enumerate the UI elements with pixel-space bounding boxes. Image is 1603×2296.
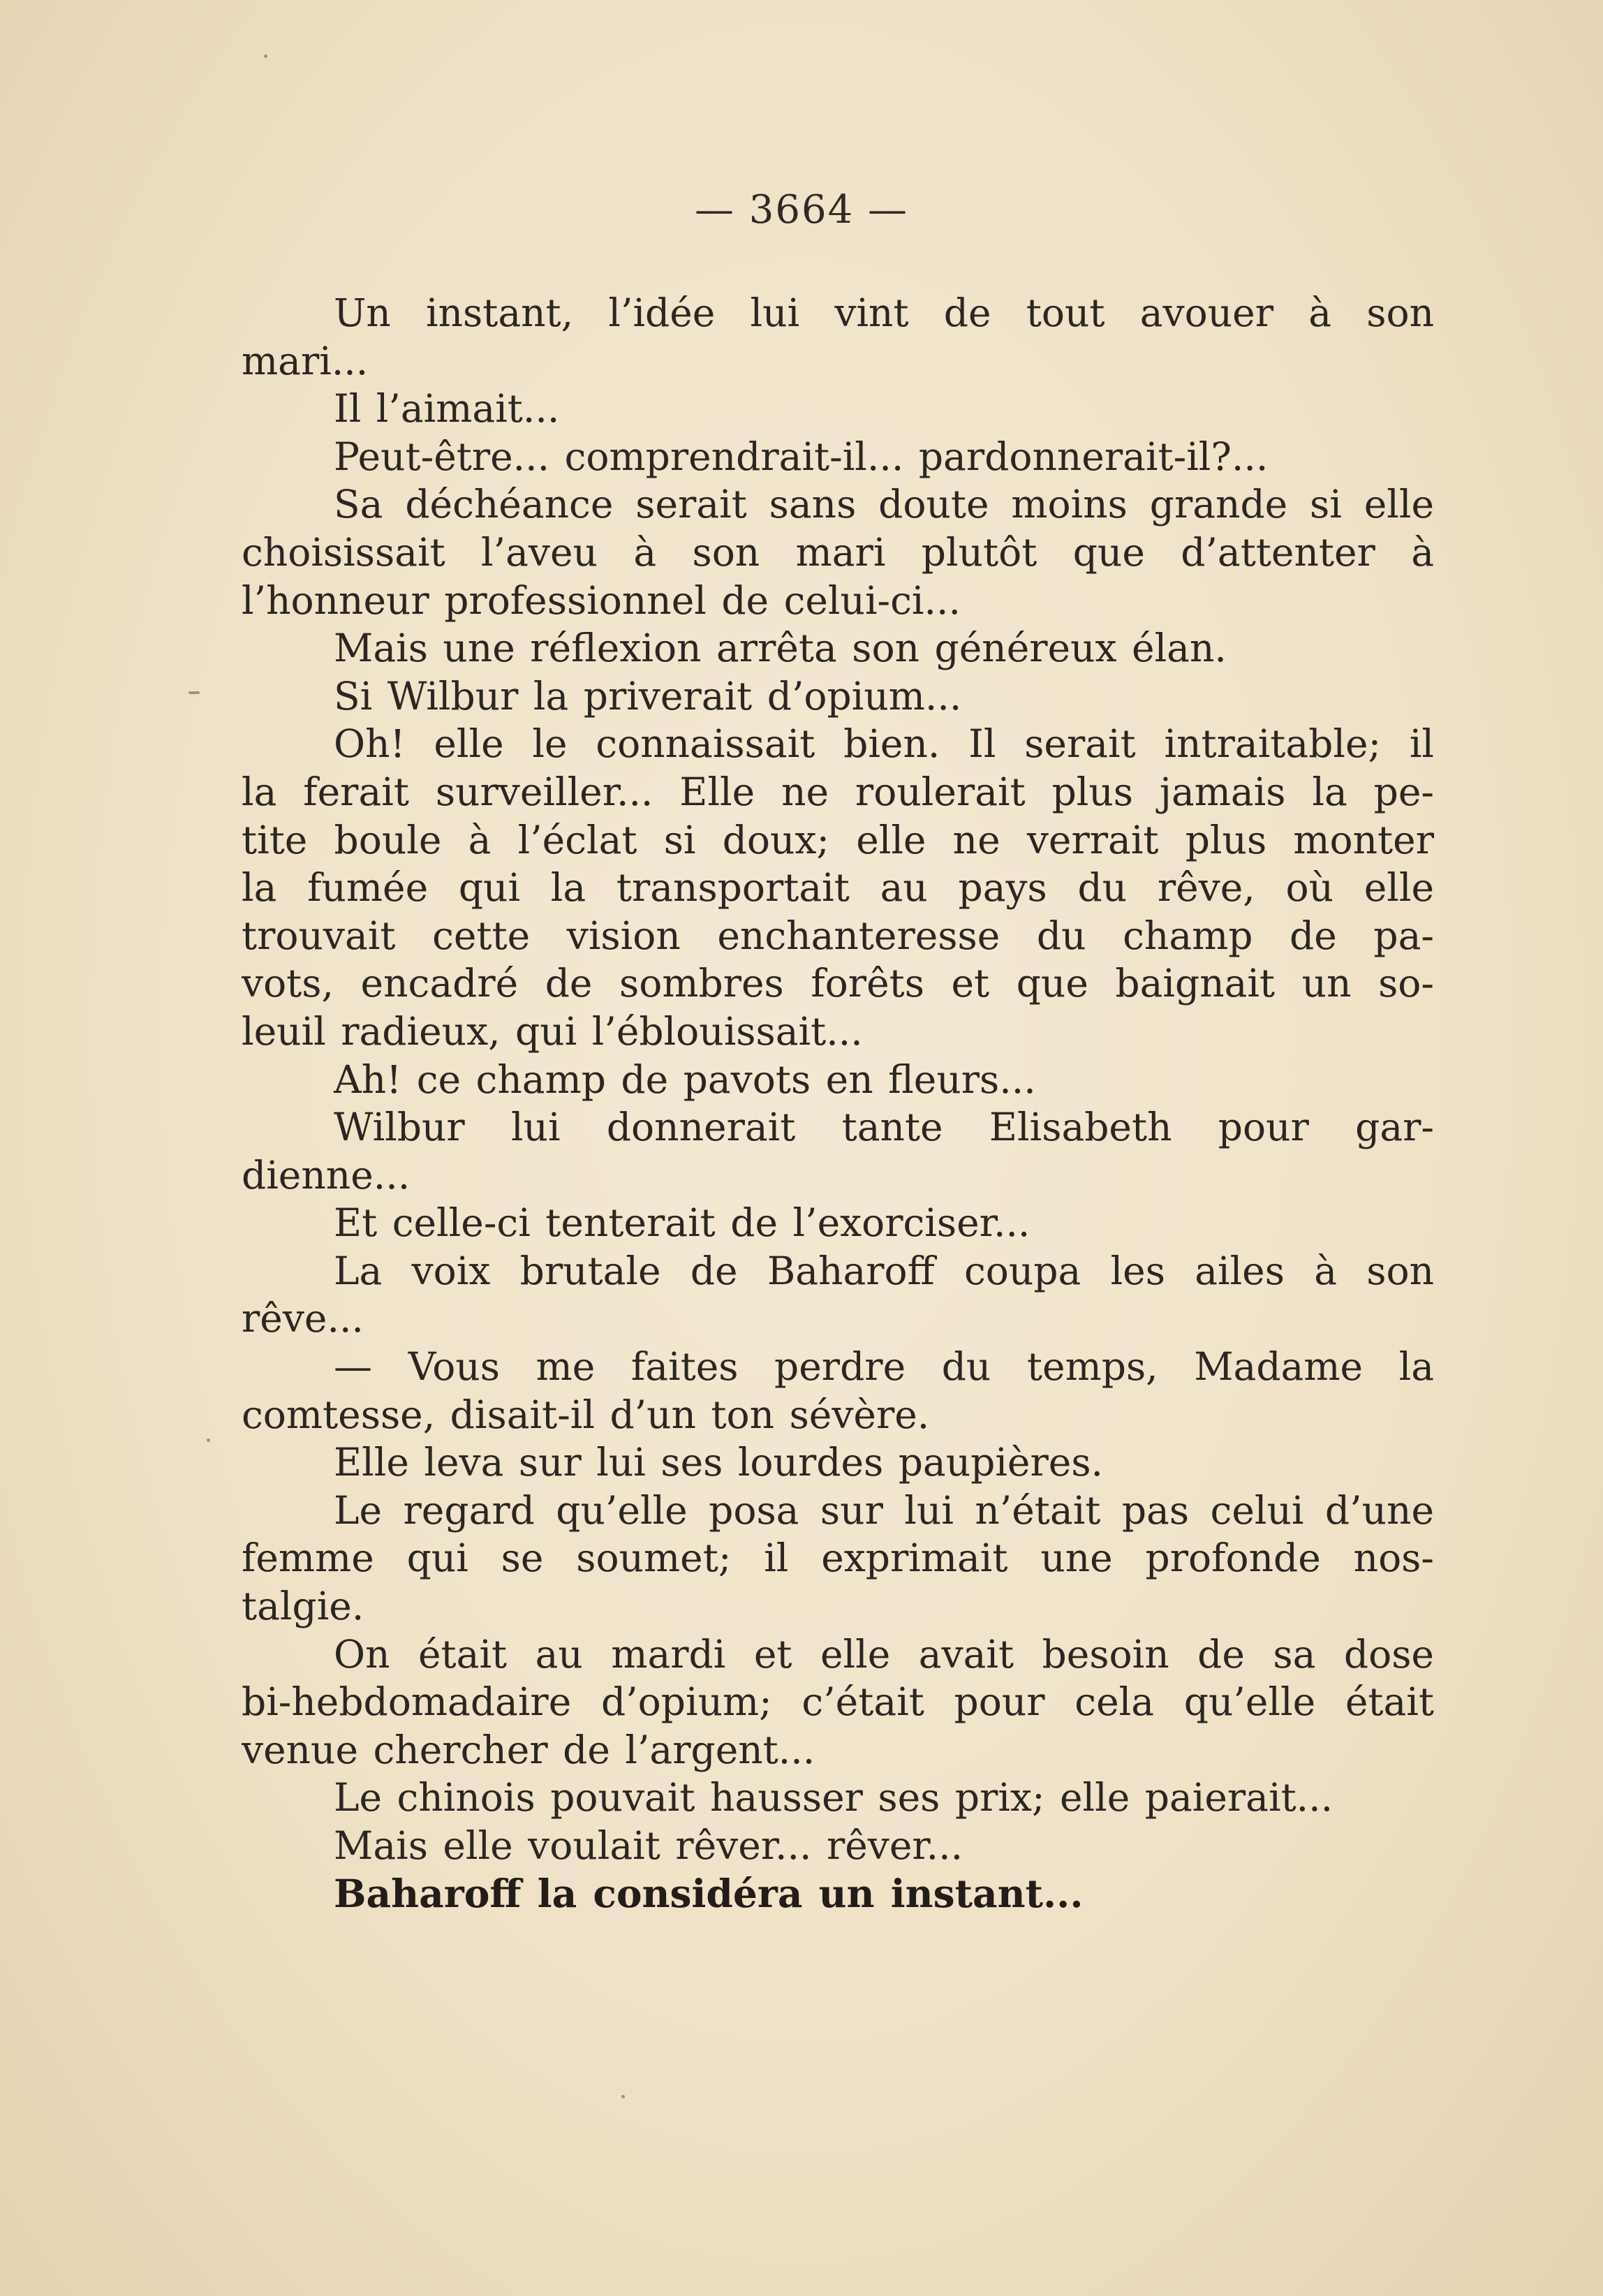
paper-speck [189,691,200,694]
text-line: Si Wilbur la priverait d’opium... [334,673,962,719]
text-line: la fumée qui la transportait au pays du rêve, où elle [242,865,1434,911]
text-line: Mais une réflexion arrêta son généreux élan. [334,626,1227,671]
text-line: On était au mardi et elle avait besoin de sa dose [334,1631,1434,1677]
text-line: Ah! ce champ de pavots en fleurs... [334,1057,1036,1102]
text-line: Baharoff la considéra un instant... [334,1870,1084,1916]
text-line: rêve... [242,1296,364,1341]
text-line: — Vous me faites perdre du temps, Madame la [334,1344,1434,1390]
text-line: mari... [242,338,369,383]
text-line: talgie. [242,1584,364,1629]
text-line: bi-hebdomadaire d’opium; c’était pour cela qu’elle était [242,1679,1434,1725]
text-line: Sa déchéance serait sans doute moins grande si elle [334,482,1434,527]
text-line: leuil radieux, qui l’éblouissait... [242,1008,863,1054]
text-line: comtesse, disait-il d’un ton sévère. [242,1392,930,1437]
page-number: — 3664 — [694,187,909,233]
text-line: Le chinois pouvait hausser ses prix; elle paierait... [334,1775,1334,1820]
paper-speck [207,1438,210,1442]
paper-speck [264,54,267,58]
text-line: Peut-être... comprendrait-il... pardonnerait-il?... [334,434,1269,479]
text-line: choisissait l’aveu à son mari plutôt que d’attenter à [242,529,1434,575]
text-line: Un instant, l’idée lui vint de tout avouer à son [334,290,1434,335]
text-line: Mais elle voulait rêver... rêver... [334,1823,963,1868]
text-line: dienne... [242,1152,411,1198]
text-line: trouvait cette vision enchanteresse du champ de pa- [242,913,1434,958]
text-line: La voix brutale de Baharoff coupa les ailes à son [334,1248,1434,1293]
text-line: Oh! elle le connaissait bien. Il serait intraitable; il [334,721,1434,767]
text-line: Le regard qu’elle posa sur lui n’était pas celui d’une [334,1487,1434,1533]
text-line: venue chercher de l’argent... [242,1727,815,1772]
text-line: Il l’aimait... [334,386,560,432]
body-text [242,289,1434,1918]
text-line: la ferait surveiller... Elle ne roulerait plus jamais la pe- [242,769,1434,814]
text-line: femme qui se soumet; il exprimait une profonde nos- [242,1536,1434,1581]
text-line: vots, encadré de sombres forêts et que baignait un so- [242,961,1434,1006]
text-line: tite boule à l’éclat si doux; elle ne verrait plus monter [242,817,1434,862]
text-line: Elle leva sur lui ses lourdes paupières. [334,1440,1104,1485]
paper-speck [621,2095,625,2098]
text-line: l’honneur professionnel de celui-ci... [242,577,961,623]
text-line: Wilbur lui donnerait tante Elisabeth pour gar- [334,1105,1434,1150]
text-line: Et celle-ci tenterait de l’exorciser... [334,1200,1030,1246]
